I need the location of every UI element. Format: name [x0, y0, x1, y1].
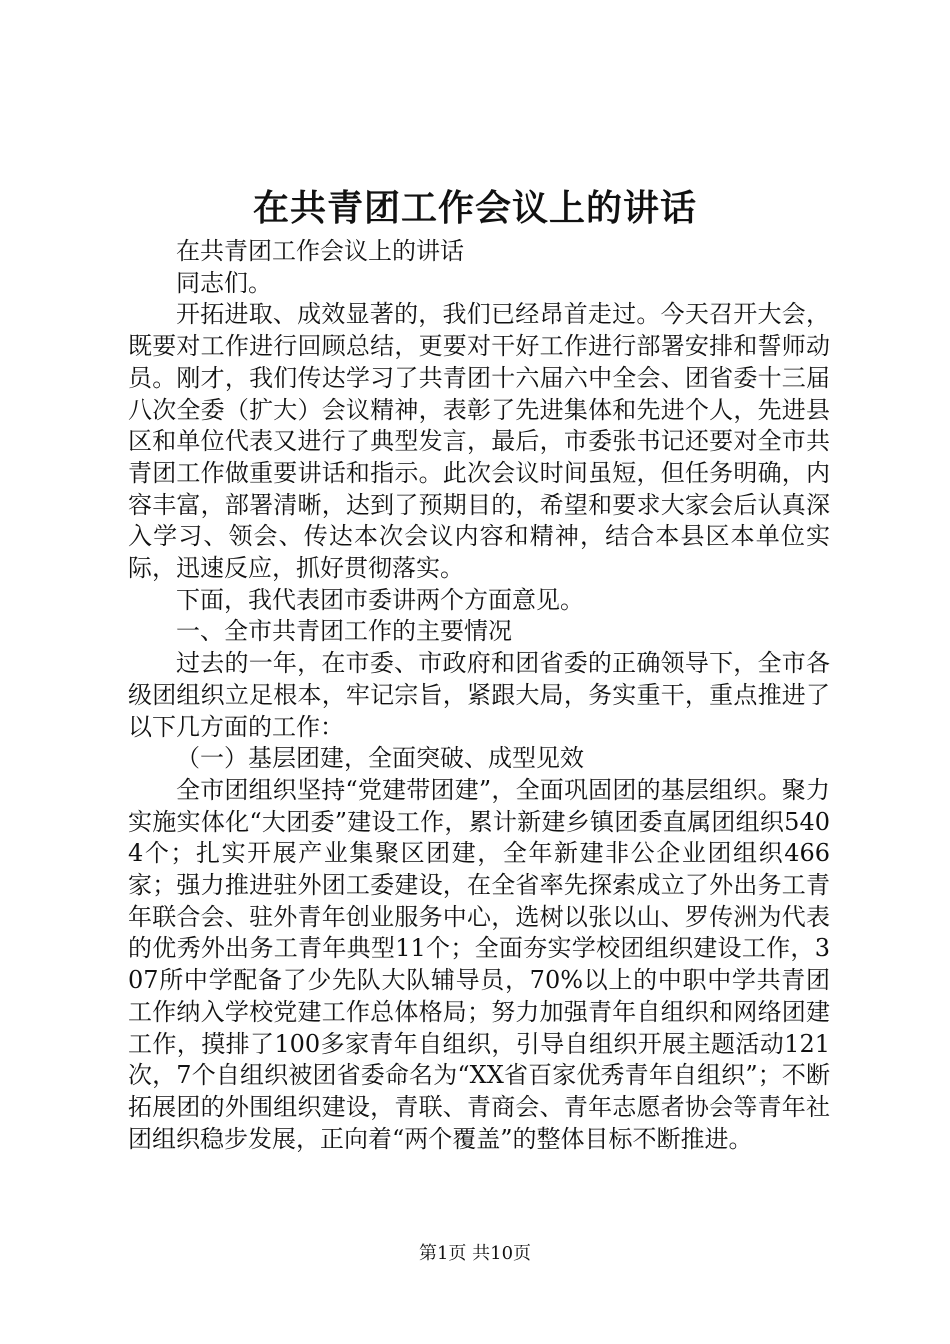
paragraph-heading-repeat: 在共青团工作会议上的讲话: [176, 237, 464, 265]
page-footer: 第1页 共10页: [418, 1243, 532, 1264]
subsection-heading-1: （一）基层团建，全面突破、成型见效: [176, 744, 584, 773]
paragraph-opening: 开拓进取、成效显著的，我们已经昂首走过。今天召开大会，既要对工作进行回顾总结，更要对干好工作进行部署安排和誓师动员。刚才，我们传达学习了共青团十六届六中全会、团省委十三届八次全委（扩大）会议精神，表彰了先进集体和先进个人，先进县区和单位代表又进行了典型发言，最后，市委张书记还要对全市共青团工作做重要讲话和指示。此次会议时间虽短，但任务明确，内容丰富，部署清晰，达到了预期目的，希望和要求大家会后认真深入学习、领会、传达本次会议内容和精神，结合本县区本单位实际，迅速反应，抓好贯彻落实。: [128, 300, 830, 583]
document-body: [128, 236, 830, 1155]
paragraph-transition: 下面，我代表团市委讲两个方面意见。: [176, 585, 584, 614]
document-title: 在共青团工作会议上的讲话: [252, 187, 697, 229]
paragraph-grassroots: 全市团组织坚持“党建带团建”，全面巩固团的基层组织。聚力实施实体化“大团委”建设工作，累计新建乡镇团委直属团组织5404个；扎实开展产业集聚区团建，全年新建非公企业团组织466家；强力推进驻外团工委建设，在全省率先探索成立了外出务工青年联合会、驻外青年创业服务中心，选树以张以山、罗传洲为代表的优秀外出务工青年典型11个；全面夯实学校团组织建设工作，307所中学配备了少先队大队辅导员，70%以上的中职中学共青团工作纳入学校党建工作总体格局；努力加强青年自组织和网络团建工作，摸排了100多家青年自组织，引导自组织开展主题活动121次，7个自组织被团省委命名为“XX省百家优秀青年自组织”；不断拓展团的外围组织建设，青联、青商会、青年志愿者协会等青年社团组织稳步发展，正向着“两个覆盖”的整体目标不断推进。: [128, 775, 830, 1153]
paragraph-review: 过去的一年，在市委、市政府和团省委的正确领导下，全市各级团组织立足根本，牢记宗旨，紧跟大局，务实重干，重点推进了以下几方面的工作：: [128, 649, 830, 741]
section-heading-1: 一、全市共青团工作的主要情况: [176, 617, 512, 646]
paragraph-salutation: 同志们。: [176, 268, 272, 297]
